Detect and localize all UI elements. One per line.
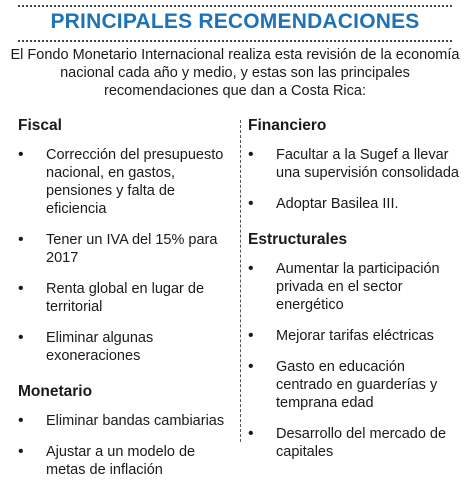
list-item: [248, 146, 462, 182]
bullet-icon: •: [248, 260, 254, 277]
list-item-text: Gasto en educación centrado en guarderías y temprana edad: [276, 359, 438, 411]
list-item-text: Renta global en lugar de territorial: [46, 281, 205, 315]
bullet-icon: •: [18, 280, 24, 297]
bullet-icon: •: [18, 329, 24, 346]
list-item-text: Eliminar bandas cambiarias: [46, 413, 225, 429]
right-column: [248, 116, 462, 474]
list-item: [18, 412, 234, 430]
section-title-estructurales: Estructurales: [248, 231, 348, 248]
left-column: [18, 116, 234, 492]
list-item: [18, 231, 234, 267]
bullet-icon: •: [248, 146, 254, 163]
list-item: [248, 358, 462, 412]
list-item-text: Corrección del presupuesto nacional, en gastos, pensiones y falta de eficiencia: [46, 147, 224, 217]
list-item: [248, 425, 462, 461]
list-item-text: Desarrollo del mercado de capitales: [276, 426, 447, 460]
list-item-text: Mejorar tarifas eléctricas: [276, 328, 434, 344]
list-item: [248, 327, 462, 345]
list-item: [248, 195, 462, 213]
section-title-financiero: Financiero: [248, 117, 327, 134]
section-title-fiscal: Fiscal: [18, 117, 62, 134]
section-title-monetario: Monetario: [18, 383, 93, 400]
bullet-icon: •: [18, 443, 24, 460]
list-item: [18, 329, 234, 365]
list-item-text: Aumentar la participación privada en el sector energético: [276, 261, 440, 313]
bullet-icon: •: [18, 412, 24, 429]
bullet-icon: •: [18, 146, 24, 163]
intro-paragraph: El Fondo Monetario Internacional realiza esta revisión de la economía nacional cada año y medio, y estas son las principales recomendaciones que dan a Costa Rica:: [10, 47, 460, 99]
list-item-text: Ajustar a un modelo de metas de inflación: [46, 444, 196, 478]
title-dotted-divider: [18, 40, 452, 42]
list-item-text: Adoptar Basilea III.: [276, 196, 399, 212]
bullet-icon: •: [18, 231, 24, 248]
list-item: [248, 260, 462, 314]
list-item: [18, 146, 234, 218]
bullet-icon: •: [248, 327, 254, 344]
bullet-icon: •: [248, 425, 254, 442]
bullet-icon: •: [248, 195, 254, 212]
list-item: [18, 443, 234, 479]
column-divider: [240, 120, 241, 442]
list-item-text: Facultar a la Sugef a llevar una supervisión consolidada: [276, 147, 459, 181]
bullet-icon: •: [248, 358, 254, 375]
list-item-text: Tener un IVA del 15% para 2017: [46, 232, 218, 266]
list-item-text: Eliminar algunas exoneraciones: [46, 330, 154, 364]
list-item: [18, 280, 234, 316]
page-title: PRINCIPALES RECOMENDACIONES: [50, 10, 420, 33]
